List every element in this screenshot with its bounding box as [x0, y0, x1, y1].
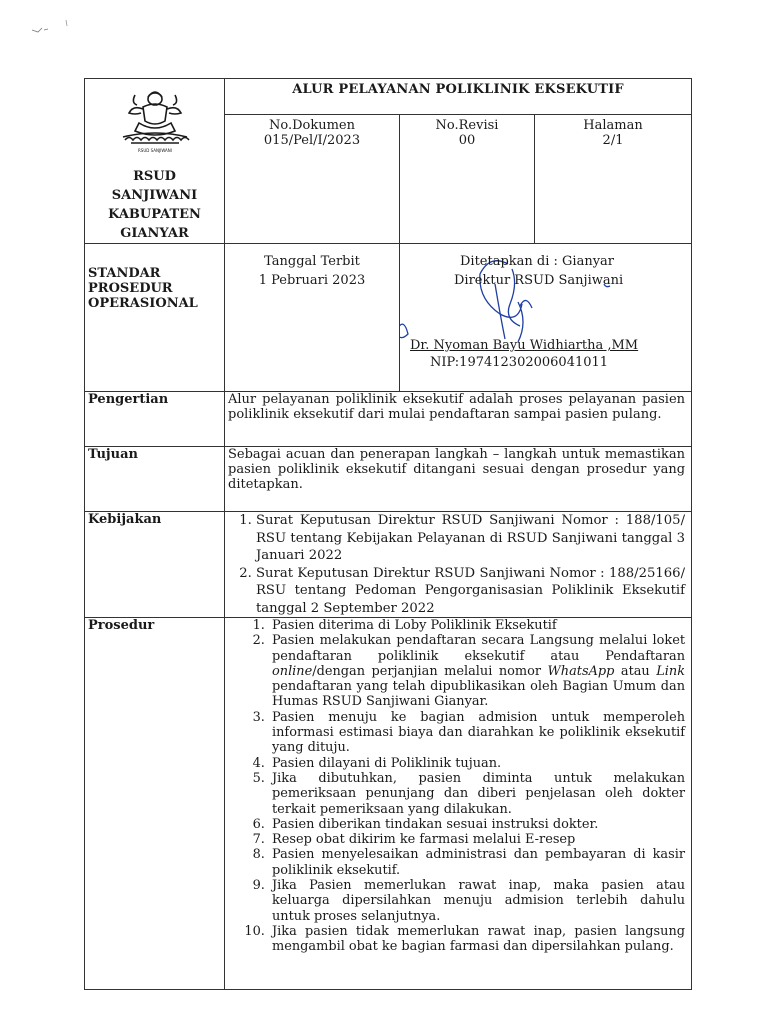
organization-name	[85, 167, 224, 243]
logo-cell	[85, 79, 225, 244]
list-item: 1. Surat Keputusan Direktur RSUD Sanjiwani Nomor : 188/105/ RSU tentang Kebijakan Pelayanan di RSUD Sanjiwani tanggal 3 Januari 2022	[256, 512, 685, 565]
prosedur-label: Prosedur	[85, 618, 225, 990]
list-item: 9. Jika Pasien memerlukan rawat inap, maka pasien atau keluarga dipersilahkan menuju admision terlebih dahulu untuk proses selanjutnya.	[269, 878, 685, 924]
list-item: 2. Pasien melakukan pendaftaran secara Langsung melalui loket pendaftaran poliklinik eksekutif atau Pendaftaran online/dengan perjanjian melalui nomor WhatsApp atau Link pendaftaran yang telah dipublikasikan oleh Bagian Umum dan Humas RSUD Sanjiwani Gianyar.	[269, 633, 685, 709]
list-item: 3. Pasien menuju ke bagian admision untuk memperoleh informasi estimasi biaya dan diarahkan ke poliklinik eksekutif yang dituju.	[269, 710, 685, 756]
list-item: 5. Jika dibutuhkan, pasien diminta untuk melakukan pemeriksaan penunjang dan diberi penjelasan oleh dokter terkait pemeriksaan yang dilakukan.	[269, 771, 685, 817]
org-line: KABUPATEN	[108, 207, 201, 222]
org-line: GIANYAR	[120, 226, 189, 241]
sop-table	[84, 78, 692, 990]
revision-number: 00	[458, 132, 476, 148]
kebijakan-list	[228, 512, 685, 617]
scan-mark-icon	[30, 18, 70, 38]
sop-label-line: STANDAR	[88, 266, 161, 281]
list-item: 7. Resep obat dikirim ke farmasi melalui E-resep	[269, 832, 685, 847]
set-at-text: Ditetapkan di : Gianyar	[460, 254, 615, 269]
tujuan-text: Sebagai acuan dan penerapan langkah – langkah untuk memastikan pasien poliklinik eksekutif ditangani sesuai dengan prosedur yang ditetapkan.	[225, 447, 692, 512]
signer-name: Dr. Nyoman Bayu Widhiartha ,MM	[410, 338, 639, 353]
sop-label-line: PROSEDUR	[88, 281, 173, 296]
list-item: 10. Jika pasien tidak memerlukan rawat inap, pasien langsung mengambil obat ke bagian farmasi dan dipersilahkan pulang.	[269, 924, 685, 955]
page-cell	[535, 114, 692, 243]
list-item: 2. Surat Keputusan Direktur RSUD Sanjiwani Nomor : 188/25166/ RSU tentang Pedoman Pengorganisasian Poliklinik Eksekutif tanggal 2 September 2022	[256, 565, 685, 618]
logo-caption: RSUD SANJIWANI	[137, 148, 172, 153]
org-line: SANJIWANI	[111, 188, 198, 203]
prosedur-content	[225, 618, 692, 990]
prosedur-list	[228, 618, 685, 955]
approval-cell	[400, 244, 692, 392]
document-number: 015/Pel/I/2023	[263, 132, 361, 148]
signer-nip: NIP:19741230200604101​1	[430, 355, 609, 370]
hospital-logo-icon	[105, 85, 205, 157]
sop-label-line: OPERASIONAL	[88, 296, 198, 311]
kebijakan-label: Kebijakan	[85, 512, 225, 618]
page-label: Halaman	[583, 117, 643, 133]
list-item: 4. Pasien dilayani di Poliklinik tujuan.	[269, 756, 685, 771]
revision-cell	[400, 114, 535, 243]
document-number-cell	[225, 114, 400, 243]
list-item: 1. Pasien diterima di Loby Poliklinik Eksekutif	[269, 618, 685, 633]
revision-label: No.Revisi	[435, 117, 499, 133]
sop-label-cell	[85, 244, 225, 392]
list-item: 8. Pasien menyelesaikan administrasi dan pembayaran di kasir poliklinik eksekutif.	[269, 847, 685, 878]
issue-date-cell	[225, 244, 400, 392]
org-line: RSUD	[133, 169, 176, 184]
list-item: 6. Pasien diberikan tindakan sesuai instruksi dokter.	[269, 817, 685, 832]
pengertian-label: Pengertian	[85, 392, 225, 447]
document-title: ALUR PELAYANAN POLIKLINIK EKSEKUTIF	[225, 79, 692, 115]
document-number-label: No.Dokumen	[269, 117, 355, 133]
issue-date-label: Tanggal Terbit	[264, 254, 360, 269]
page-number: 2/1	[602, 132, 624, 148]
director-title: Direktur RSUD Sanjiwani	[454, 273, 624, 288]
kebijakan-content	[225, 512, 692, 618]
issue-date: 1 Pebruari 2023	[258, 273, 366, 288]
tujuan-label: Tujuan	[85, 447, 225, 512]
pengertian-text: Alur pelayanan poliklinik eksekutif adalah proses pelayanan pasien poliklinik eksekutif dari mulai pendaftaran sampai pasien pulang.	[225, 392, 692, 447]
